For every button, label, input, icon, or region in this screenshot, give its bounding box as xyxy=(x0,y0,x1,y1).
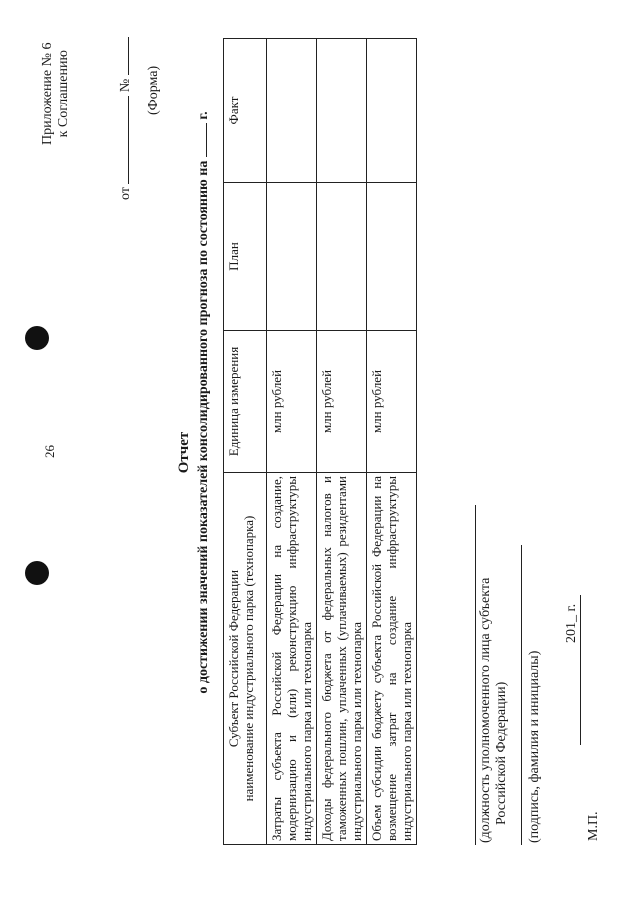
position-caption-line1: (должность уполномоченного лица субъекта xyxy=(478,577,493,843)
row-unit: млн рублей xyxy=(317,331,367,473)
header-subject-line1: Субъект Российской Федерации xyxy=(226,569,241,748)
header-fact: Факт xyxy=(224,39,267,183)
row-plan-cell[interactable] xyxy=(267,183,317,331)
header-subject xyxy=(224,473,267,845)
punch-hole xyxy=(25,561,49,585)
annex-subtitle: к Соглашению xyxy=(56,50,71,138)
from-label: от xyxy=(118,187,133,200)
row-fact-cell[interactable] xyxy=(367,39,417,183)
annex-header xyxy=(40,43,72,146)
date-line xyxy=(580,595,581,745)
page-number: 26 xyxy=(42,445,57,458)
header-plan: План xyxy=(224,183,267,331)
table-row xyxy=(367,39,417,845)
name-signature-line xyxy=(521,545,522,845)
row-fact-cell[interactable] xyxy=(317,39,367,183)
header-unit: Единица измерения xyxy=(224,331,267,473)
annex-title: Приложение № 6 xyxy=(40,42,55,145)
punch-hole xyxy=(25,326,49,350)
report-date-blank xyxy=(194,123,207,157)
signature-date: 201_ г. xyxy=(564,603,579,643)
row-subject: Доходы федерального бюджета от федеральных налогов и таможенных пошлин, уплаченных (уплачиваемых) резидентами индустриального парка или технопарка xyxy=(317,473,367,845)
date-blank xyxy=(116,96,129,184)
row-subject: Объем субсидии бюджету субъекта Российской Федерации на возмещение затрат на создание инфраструктуры индустриального парка или технопарка xyxy=(367,473,417,845)
position-signature-line xyxy=(475,505,476,845)
position-caption-line2: Российской Федерации) xyxy=(494,681,509,825)
report-table xyxy=(223,38,417,845)
row-subject: Затраты субъекта Российской Федерации на создание, модернизацию и (или) реконструкцию инфраструктуры индустриального парка или технопарка xyxy=(267,473,317,845)
table-header-row xyxy=(224,39,267,845)
signature-caption: (подпись, фамилия и инициалы) xyxy=(527,650,542,843)
row-unit: млн рублей xyxy=(267,331,317,473)
stamp-placeholder: М.П. xyxy=(586,811,601,841)
report-title: Отчет xyxy=(176,431,192,474)
form-label: (Форма) xyxy=(146,65,161,115)
row-plan-cell[interactable] xyxy=(317,183,367,331)
number-blank xyxy=(116,37,129,75)
report-subtitle-text: о достижении значений показателей консолидированного прогноза по состоянию на xyxy=(196,160,211,694)
row-plan-cell[interactable] xyxy=(367,183,417,331)
row-unit: млн рублей xyxy=(367,331,417,473)
header-subject-line2: наименование индустриального парка (технопарка) xyxy=(241,515,256,802)
annex-date-number-line xyxy=(116,37,134,200)
table-row xyxy=(267,39,317,845)
row-fact-cell[interactable] xyxy=(267,39,317,183)
table-row xyxy=(317,39,367,845)
position-caption xyxy=(478,578,510,843)
report-year-suffix: г. xyxy=(196,111,211,120)
number-label: № xyxy=(118,78,133,93)
report-subtitle xyxy=(194,0,212,805)
